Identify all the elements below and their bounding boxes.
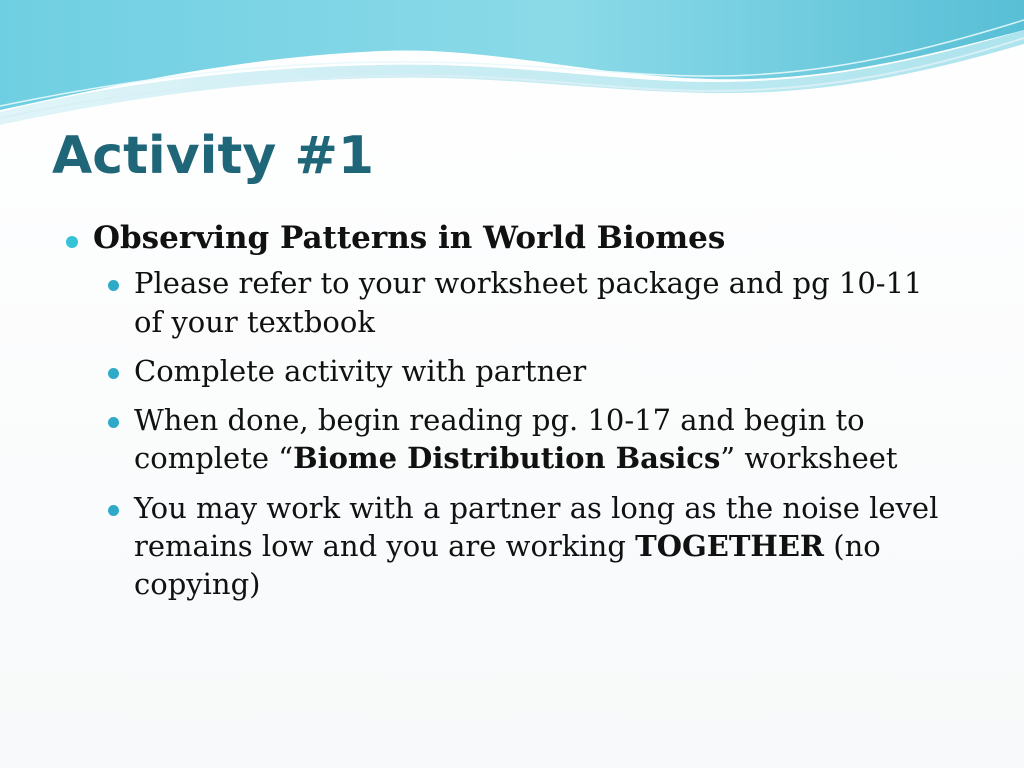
- main-bullet: [60, 218, 990, 258]
- sub-bullet-text-after: (no copying): [134, 528, 881, 602]
- sub-bullet-text-before: You may work with a partner as long as the noise level remains low and you are working: [134, 490, 939, 563]
- sub-bullet-text: Complete activity with partner: [134, 353, 587, 388]
- bullet-icon: [108, 417, 119, 428]
- sub-bullet-item: [60, 352, 954, 390]
- sub-bullet-list: [60, 264, 990, 603]
- wave-header-decoration: [0, 0, 1024, 130]
- sub-bullet-text: Please refer to your worksheet package and pg 10-11 of your textbook: [134, 266, 923, 339]
- bullet-icon: [108, 280, 119, 291]
- bullet-icon: [108, 505, 119, 516]
- worksheet-title: Biome Distribution Basics: [293, 441, 721, 476]
- sub-bullet-item: [60, 489, 954, 604]
- main-bullet-text: Observing Patterns in World Biomes: [93, 220, 726, 256]
- slide-title: Activity #1: [52, 126, 375, 186]
- sub-bullet-item: [60, 401, 954, 478]
- emphasis-text: TOGETHER: [635, 528, 825, 563]
- bullet-icon: [66, 236, 78, 248]
- sub-bullet-item: [60, 264, 954, 341]
- slide-content: [60, 218, 990, 614]
- bullet-icon: [108, 368, 119, 379]
- sub-bullet-text-after: ” worksheet: [720, 441, 898, 476]
- sub-bullet-text-before: When done, begin reading pg. 10-17 and begin to complete “: [134, 403, 865, 476]
